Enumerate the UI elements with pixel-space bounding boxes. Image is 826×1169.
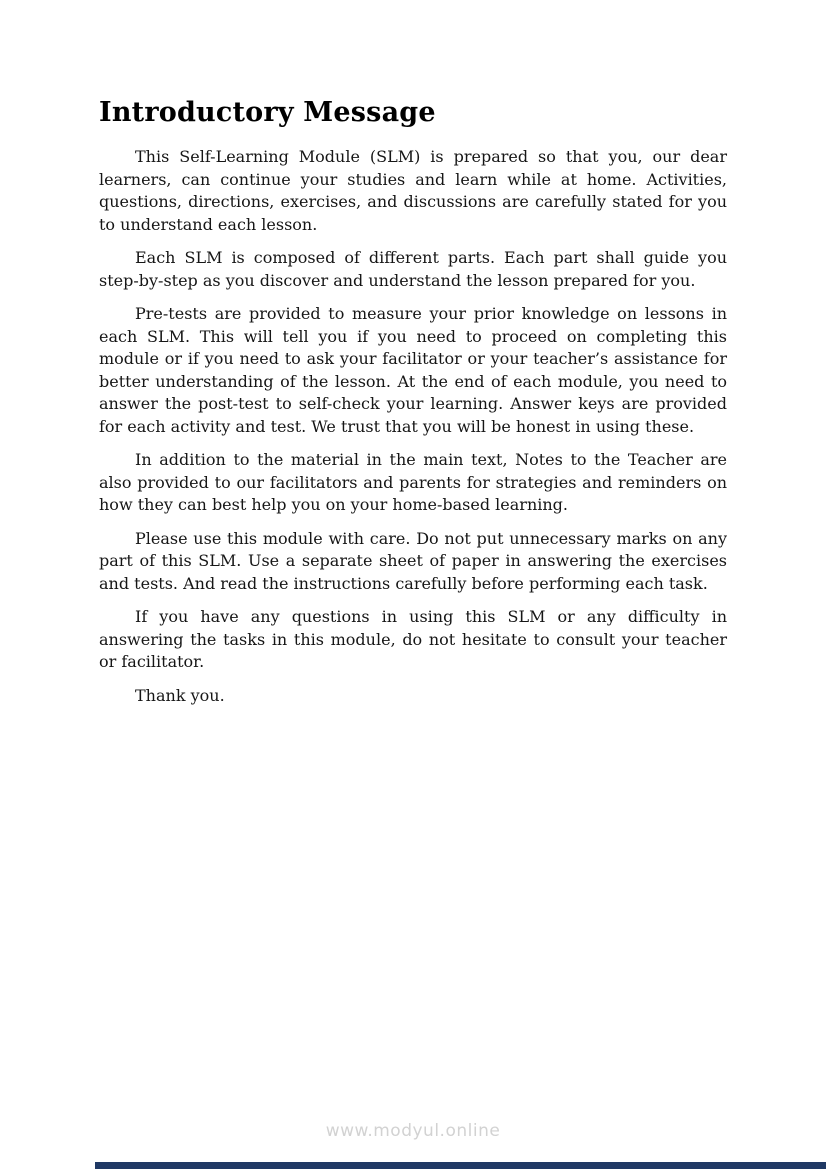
paragraph: In addition to the material in the main text, Notes to the Teacher are also provided to our facilitators and parents for strategies and reminders on how they can best help you on your home-based learning. xyxy=(99,450,727,514)
page-title: Introductory Message xyxy=(99,97,436,128)
document-body xyxy=(99,96,727,718)
paragraph: Each SLM is composed of different parts. Each part shall guide you step-by-step as you discover and understand the lesson prepared for you. xyxy=(99,248,727,290)
watermark-url: www.modyul.online xyxy=(325,1121,501,1141)
paragraph: Pre-tests are provided to measure your prior knowledge on lessons in each SLM. This will tell you if you need to proceed on completing this module or if you need to ask your facilitator or your teacher’s assistance for better understanding of the lesson. At the end of each module, you need to answer the post-test to self-check your learning. Answer keys are provided for each activity and test. We trust that you will be honest in using these. xyxy=(99,304,727,436)
paragraph: Thank you. xyxy=(135,685,225,705)
footer-rule xyxy=(95,1162,826,1169)
paragraph: This Self-Learning Module (SLM) is prepared so that you, our dear learners, can continue your studies and learn while at home. Activities, questions, directions, exercises, and discussions are carefully stated for you to understand each lesson. xyxy=(99,147,727,234)
paragraph: If you have any questions in using this SLM or any difficulty in answering the tasks in this module, do not hesitate to consult your teacher or facilitator. xyxy=(99,607,727,671)
paragraph: Please use this module with care. Do not put unnecessary marks on any part of this SLM. Use a separate sheet of paper in answering the exercises and tests. And read the instructions carefully before performing each task. xyxy=(99,528,727,593)
